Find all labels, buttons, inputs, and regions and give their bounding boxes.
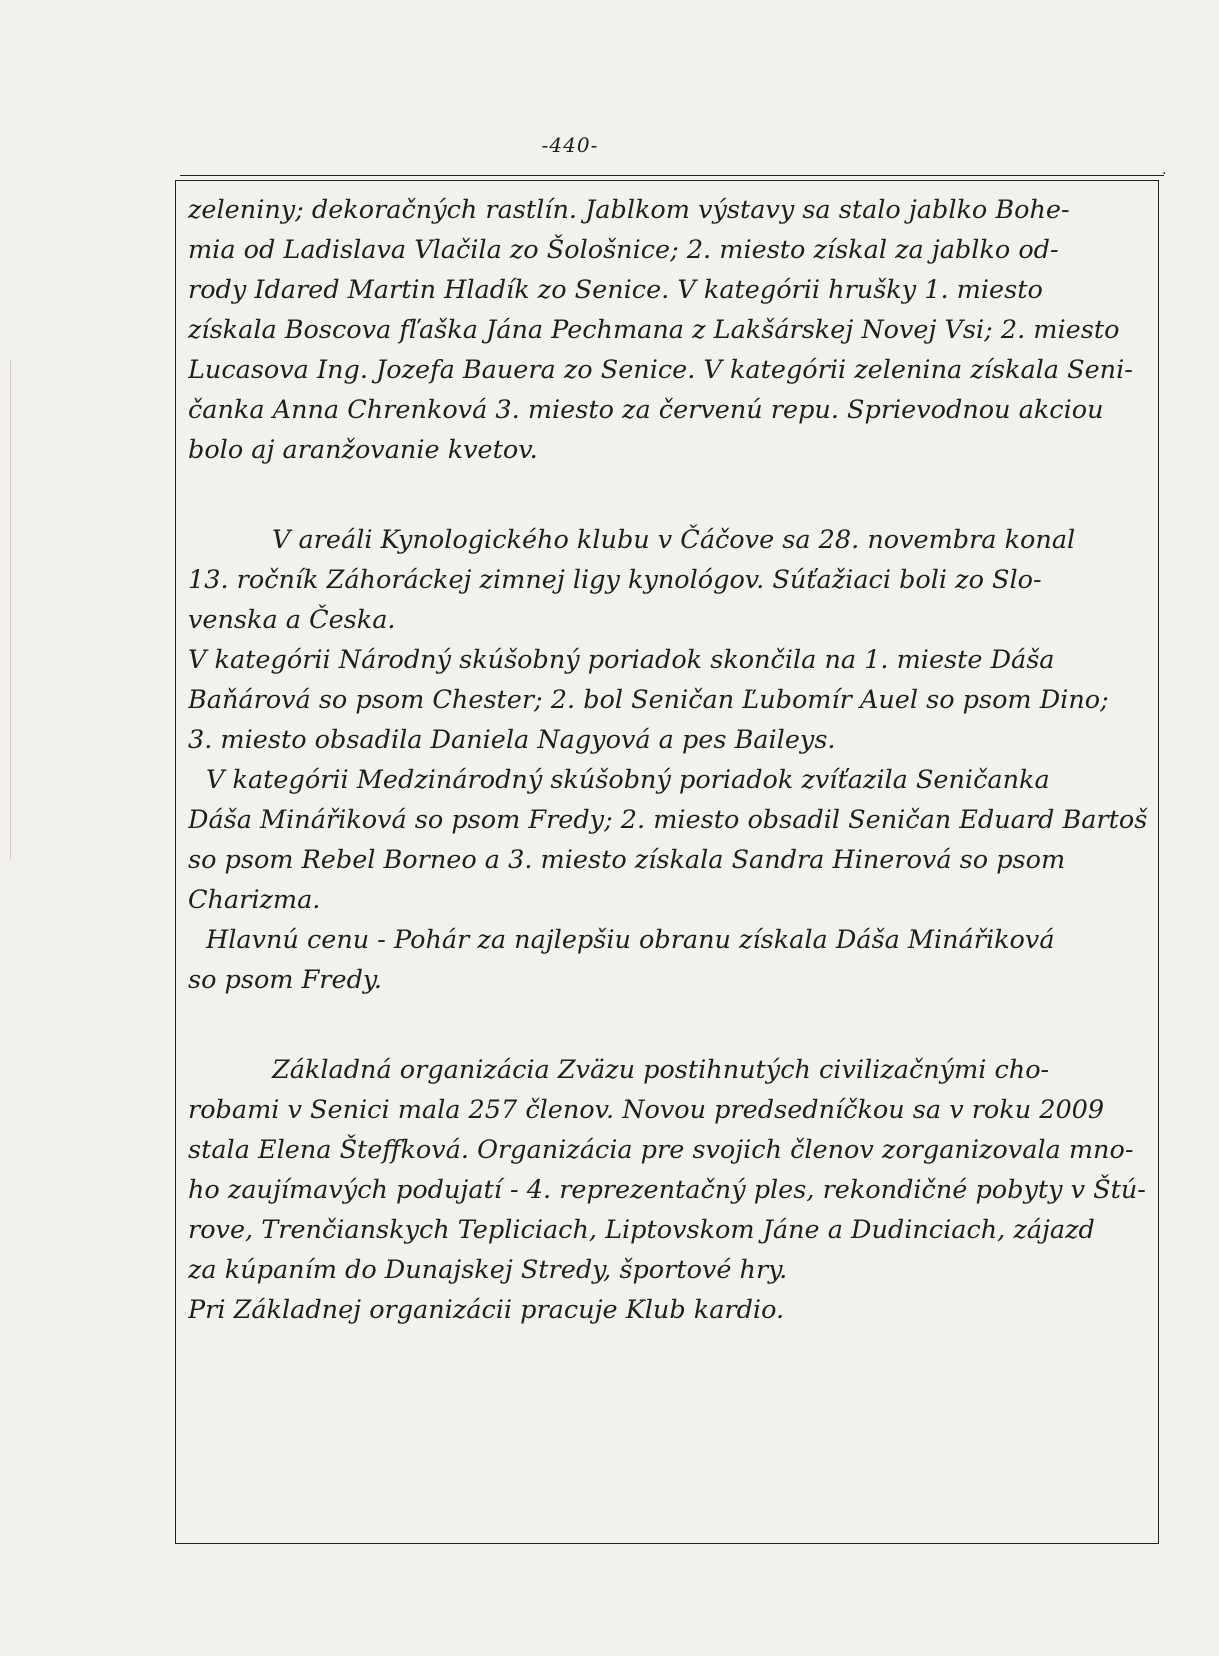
text-line: rove, Trenčianskych Tepliciach, Liptovskom Jáne a Dudinciach, zájazd: [188, 1215, 1095, 1245]
text-line: za kúpaním do Dunajskej Stredy, športové hry.: [188, 1255, 788, 1285]
text-line: čanka Anna Chrenková 3. miesto za červenú repu. Sprievodnou akciou: [188, 395, 1104, 425]
text-line: bolo aj aranžovanie kvetov.: [188, 435, 538, 465]
text-line: Pri Základnej organizácii pracuje Klub kardio.: [188, 1295, 785, 1325]
text-line: Baňárová so psom Chester; 2. bol Seničan Ľubomír Auel so psom Dino;: [188, 685, 1109, 715]
page-margin-line: [10, 360, 11, 860]
text-line: 13. ročník Záhoráckej zimnej ligy kynológov. Súťažiaci boli zo Slo-: [188, 565, 1042, 595]
text-line: Dáša Minářiková so psom Fredy; 2. miesto obsadil Seničan Eduard Bartoš: [188, 805, 1148, 835]
text-line: Hlavnú cenu - Pohár za najlepšiu obranu získala Dáša Minářiková: [206, 925, 1055, 955]
text-line: mia od Ladislava Vlačila zo Šološnice; 2. miesto získal za jablko od-: [188, 235, 1059, 265]
frame-top-rule: [180, 175, 1164, 176]
text-line: V areáli Kynologického klubu v Čáčove sa 28. novembra konal: [272, 525, 1076, 555]
paragraph-gap: [188, 470, 1148, 520]
text-line: rody Idared Martin Hladík zo Senice. V kategórii hrušky 1. miesto: [188, 275, 1043, 305]
text-line: robami v Senici mala 257 členov. Novou predsedníčkou sa v roku 2009: [188, 1095, 1105, 1125]
handwritten-body: [188, 190, 1148, 1330]
text-line: venska a Česka.: [188, 605, 396, 635]
text-line: ho zaujímavých podujatí - 4. reprezentačný ples, rekondičné pobyty v Štú-: [188, 1175, 1146, 1205]
text-line: získala Boscova fľaška Jána Pechmana z Lakšárskej Novej Vsi; 2. miesto: [188, 315, 1120, 345]
text-line: 3. miesto obsadila Daniela Nagyová a pes Baileys.: [188, 725, 836, 755]
text-line: so psom Rebel Borneo a 3. miesto získala Sandra Hinerová so psom: [188, 845, 1066, 875]
frame-corner-dot: ·: [1162, 166, 1167, 182]
text-line: Základná organizácia Zväzu postihnutých civilizačnými cho-: [272, 1055, 1050, 1085]
paragraph-gap: [188, 1000, 1148, 1050]
page-number: -440-: [541, 133, 599, 157]
text-line: V kategórii Národný skúšobný poriadok skončila na 1. mieste Dáša: [188, 645, 1055, 675]
text-line: so psom Fredy.: [188, 965, 383, 995]
text-line: stala Elena Šteffková. Organizácia pre svojich členov zorganizovala mno-: [188, 1135, 1134, 1165]
text-line: V kategórii Medzinárodný skúšobný poriadok zvíťazila Seničanka: [206, 765, 1050, 795]
text-line: Lucasova Ing. Jozefa Bauera zo Senice. V kategórii zelenina získala Seni-: [188, 355, 1133, 385]
text-line: Charizma.: [188, 885, 321, 915]
text-line: zeleniny; dekoračných rastlín. Jablkom výstavy sa stalo jablko Bohe-: [188, 195, 1070, 225]
